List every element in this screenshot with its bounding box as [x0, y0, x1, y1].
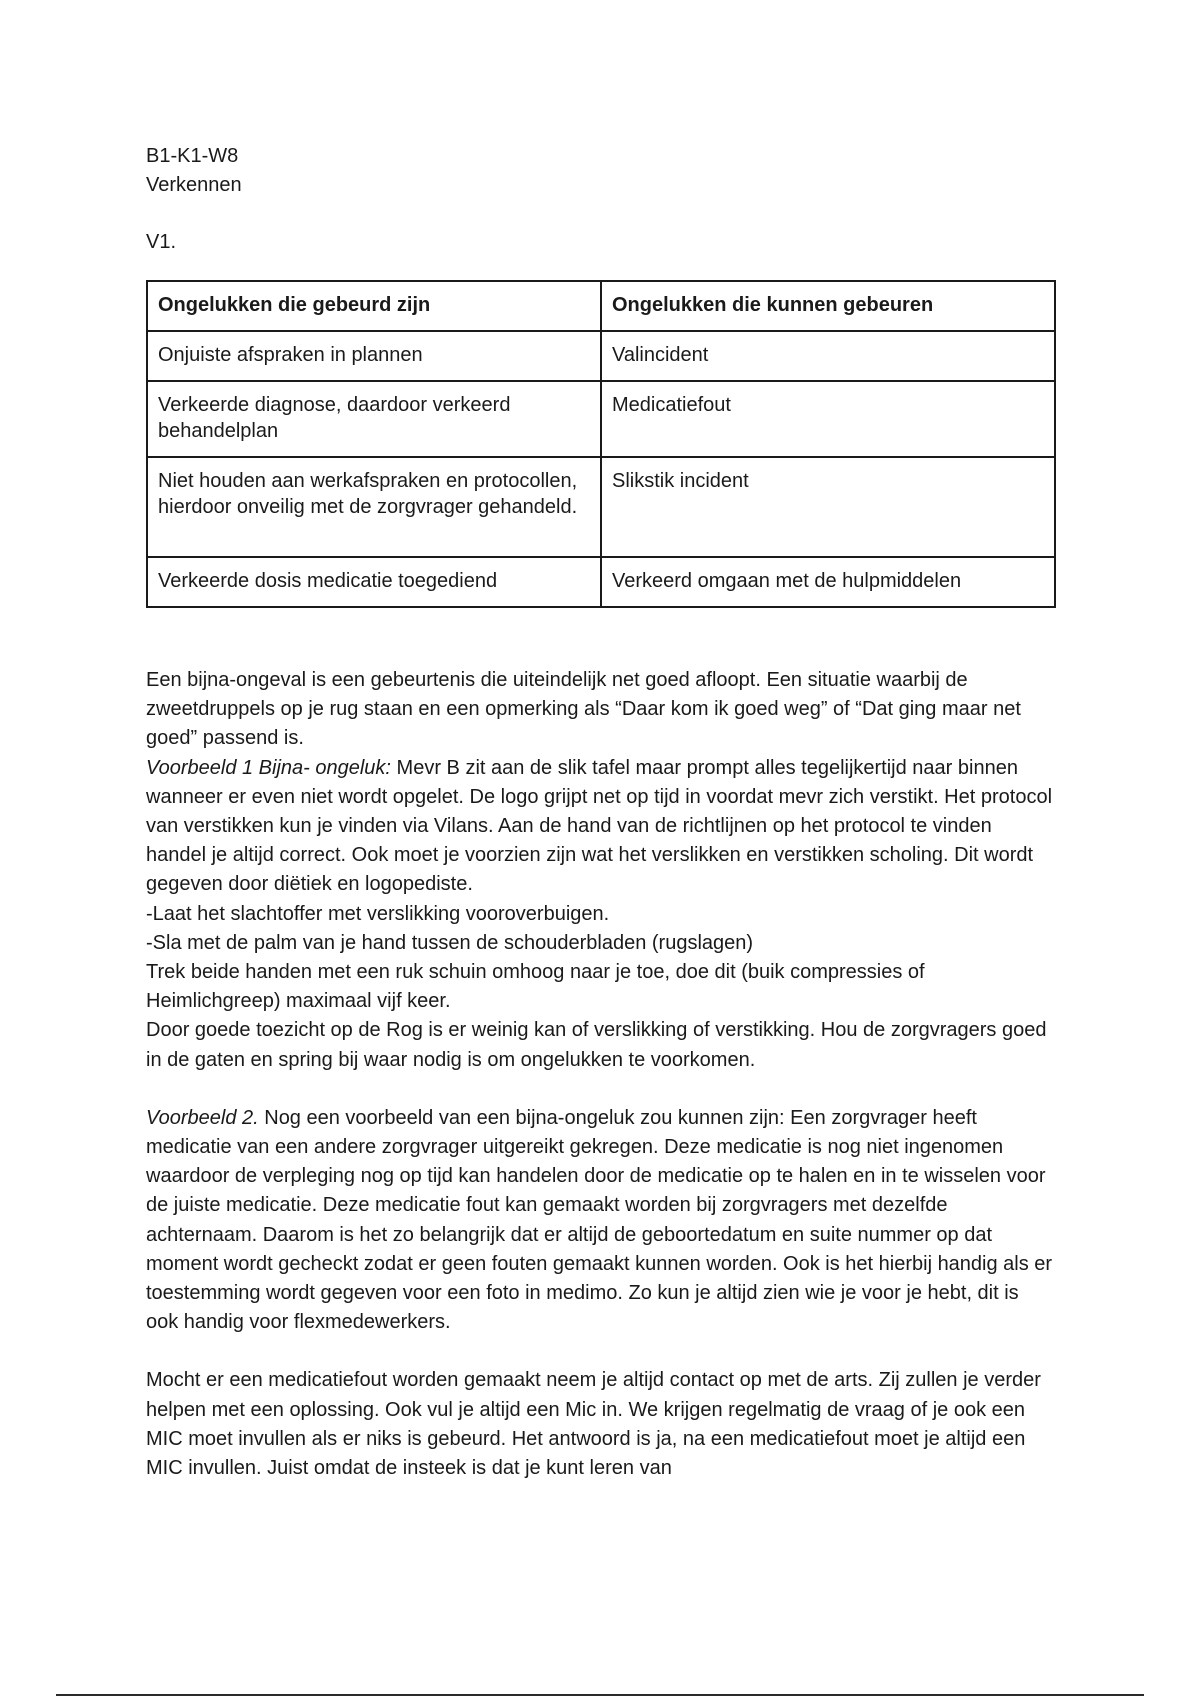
table-cell: Medicatiefout: [601, 381, 1055, 457]
table-row: [147, 557, 1055, 607]
example-2-text: Nog een voorbeeld van een bijna-ongeluk zou kunnen zijn: Een zorgvrager heeft medicatie van een andere zorgvrager uitgereikt gekregen. Deze medicatie is nog niet ingenomen waardoor de verpleging nog op tijd kan handelen door de medicatie op te halen en in te wisselen voor de juiste medicatie. Deze medicatie fout kan gemaakt worden bij zorgvragers met dezelfde achternaam. Daarom is het zo belangrijk dat er altijd de geboortedatum en suite nummer op dat moment wordt gecheckt zodat er geen fouten gemaakt kunnen worden. Ook is het hierbij handig als er toestemming wordt gegeven voor een foto in medimo. Zo kun je altijd zien wie je voor je hebt, dit is ook handig voor flexmedewerkers.: [146, 1106, 1053, 1334]
procedure-step: -Laat het slachtoffer met verslikking vooroverbuigen.: [146, 902, 610, 925]
mic-paragraph: Mocht er een medicatiefout worden gemaakt neem je altijd contact op met de arts. Zij zullen je verder helpen met een oplossing. Ook vul je altijd een Mic in. We krijgen regelmatig de vraag of je ook een MIC moet invullen als er niks is gebeurd. Het antwoord is ja, na een medicatiefout moet je altijd een MIC invullen. Juist omdat de insteek is dat je kunt leren van: [146, 1369, 1041, 1480]
table-row: [147, 457, 1055, 557]
intro-paragraph: Een bijna-ongeval is een gebeurtenis die uiteindelijk net goed afloopt. Een situatie waarbij de zweetdruppels op je rug staan en een opmerking als “Daar kom ik goed weg” of “Dat ging maar net goed” passend is.: [146, 669, 1021, 750]
table-header-cell: Ongelukken die kunnen gebeuren: [601, 281, 1055, 331]
table-row: [147, 331, 1055, 381]
table-cell: Onjuiste afspraken in plannen: [147, 331, 601, 381]
table-cell: Valincident: [601, 331, 1055, 381]
section-label: V1.: [146, 231, 177, 253]
document-subtitle: Verkennen: [146, 174, 242, 196]
table-cell: Niet houden aan werkafspraken en protocollen, hierdoor onveilig met de zorgvrager gehandeld.: [147, 457, 601, 557]
section-example-2: [146, 1104, 1056, 1338]
accidents-table: [146, 280, 1056, 608]
example-2-label: Voorbeeld 2.: [146, 1106, 259, 1129]
table-cell: Verkeerd omgaan met de hulpmiddelen: [601, 557, 1055, 607]
document-code: B1-K1-W8: [146, 145, 239, 167]
table-cell: Verkeerde dosis medicatie toegediend: [147, 557, 601, 607]
procedure-step: -Sla met de palm van je hand tussen de schouderbladen (rugslagen): [146, 931, 754, 954]
supervision-paragraph: Door goede toezicht op de Rog is er weinig kan of verslikking of verstikking. Hou de zorgvragers goed in de gaten en spring bij waar nodig is om ongelukken te voorkomen.: [146, 1019, 1047, 1071]
example-1-label: Voorbeeld 1 Bijna- ongeluk:: [146, 756, 391, 779]
table-header-row: [147, 281, 1055, 331]
table-cell: Verkeerde diagnose, daardoor verkeerd behandelplan: [147, 381, 601, 457]
table-row: [147, 381, 1055, 457]
page-bottom-rule: [56, 1694, 1144, 1696]
example-2-paragraph: [146, 1104, 1056, 1338]
section-mic: [146, 1366, 1056, 1483]
example-1-text: Mevr B zit aan de slik tafel maar prompt alles tegelijkertijd naar binnen wanneer er even niet wordt opgelet. De logo grijpt net op tijd in voordat mevr zich verstikt. Het protocol van verstikken kun je vinden via Vilans. Aan de hand van de richtlijnen op het protocol te vinden handel je altijd correct. Ook moet je voorzien zijn wat het verslikken en verstikken scholing. Dit wordt gegeven door diëtiek en logopediste.: [146, 756, 1053, 896]
table-cell: Slikstik incident: [601, 457, 1055, 557]
document-page: [146, 142, 1056, 1483]
procedure-step: Trek beide handen met een ruk schuin omhoog naar je toe, doe dit (buik compressies of Heimlichgreep) maximaal vijf keer.: [146, 961, 925, 1013]
section-example-1: [146, 666, 1056, 1075]
table-header-cell: Ongelukken die gebeurd zijn: [147, 281, 601, 331]
example-1-paragraph: [146, 754, 1056, 900]
